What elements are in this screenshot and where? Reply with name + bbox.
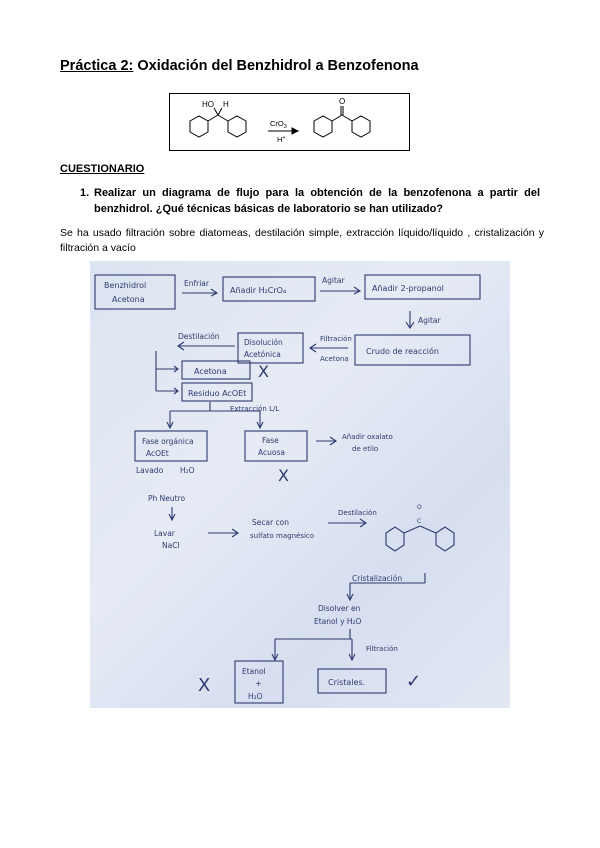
flow-aqueous-2: Acuosa (258, 448, 285, 457)
question-item (80, 185, 540, 217)
flow-label-c: C (417, 518, 422, 525)
flow-arrow-distillation-2: Destilación (338, 509, 377, 517)
flow-arrow-enfriar: Enfriar (184, 279, 209, 288)
flow-dissolve-1: Disolver en (318, 604, 361, 613)
flow-arrow-distillation: Destilación (178, 332, 220, 341)
flow-dissolve-2: Etanol y H₂O (314, 617, 362, 626)
flow-acetone: Acetona (194, 367, 227, 376)
question-text: Realizar un diagrama de flujo para la obtención de la benzofenona a partir del benzhidrol. ¿Qué técnicas básicas de laboratorio se han utilizado? (94, 187, 540, 215)
reaction-arrow-head (292, 128, 298, 134)
flow-filtrate-1: Etanol (242, 667, 266, 676)
flow-aqueous-1: Fase (262, 436, 279, 445)
flow-filtrate-3: H₂O (248, 692, 263, 701)
flow-add-oxidant: Añadir H₂CrO₄ (230, 286, 287, 295)
flow-mark-check: ✓ (406, 671, 422, 692)
flow-solution-2: Acetónica (244, 350, 281, 359)
flow-filtration-1: Filtración (320, 335, 352, 343)
flow-crystals: Cristales. (328, 678, 366, 687)
flowchart-photo (90, 261, 510, 708)
scheme-h-label: H (223, 100, 229, 109)
flow-brine-1: Lavar (154, 529, 175, 538)
flow-ph: Ph Neutro (148, 494, 186, 503)
flow-crude: Crudo de reacción (366, 347, 439, 356)
page-title (60, 58, 419, 74)
flow-solution-1: Disolución (244, 338, 283, 347)
product-ring-right (436, 527, 454, 551)
benzophenone-ring-right (352, 116, 370, 137)
question-number: 1. (80, 187, 90, 199)
flow-extraction: Extracción L/L (230, 405, 280, 413)
reaction-scheme-drawing (170, 94, 411, 152)
flow-arrow-agitar-2: Agitar (418, 316, 441, 325)
flow-arrow-agitar-1: Agitar (322, 276, 345, 285)
flow-filtrate-2: + (255, 679, 262, 688)
flowchart-drawing (90, 261, 510, 708)
flow-sodium-2: de etilo (352, 445, 379, 453)
flow-residue: Residuo AcOEt (188, 389, 247, 398)
flow-dry-1: Secar con (252, 518, 290, 527)
benzhydrol-ring-right (228, 116, 246, 137)
flow-mark-x-1: X (258, 362, 269, 381)
scheme-o-label: O (339, 97, 346, 106)
title-rest: Oxidación del Benzhidrol a Benzofenona (133, 58, 419, 74)
flow-brine-2: NaCl (162, 541, 180, 550)
flow-water: H₂O (180, 466, 195, 475)
benzhydrol-ring-left (190, 116, 208, 137)
product-ring-left (386, 527, 404, 551)
scheme-catalyst-label: H+ (277, 135, 286, 144)
scheme-reagent-label: CrO$_3$ (270, 119, 287, 130)
flow-mark-x-2: X (278, 466, 289, 485)
flow-filtration: Filtración (366, 645, 398, 653)
flow-mark-x-3: X (198, 675, 211, 696)
benzophenone-ring-left (314, 116, 332, 137)
flow-filtration-2: Acetona (320, 355, 349, 363)
flow-wash: Lavado (136, 466, 164, 475)
flow-dry-2: sulfato magnésico (250, 532, 315, 540)
flow-sodium-1: Añadir oxalato (342, 433, 393, 441)
flow-organic-2: AcOEt (146, 449, 169, 458)
flow-start-1: Benzhidrol (104, 281, 147, 290)
scheme-oh-label: HO (202, 100, 214, 109)
flow-organic-1: Fase orgánica (142, 437, 194, 446)
flow-start-2: Acetona (112, 295, 145, 304)
flow-crystallization: Cristalización (352, 574, 403, 583)
reaction-scheme (169, 93, 410, 151)
flow-label-o: O (417, 504, 422, 511)
flow-add-propanol: Añadir 2-propanol (372, 284, 444, 293)
answer-text: Se ha usado filtración sobre diatomeas, destilación simple, extracción líquido/líquido , cristalización y filtración a vacío (60, 227, 544, 254)
title-prefix: Práctica 2: (60, 58, 134, 74)
section-heading: CUESTIONARIO (60, 163, 145, 175)
